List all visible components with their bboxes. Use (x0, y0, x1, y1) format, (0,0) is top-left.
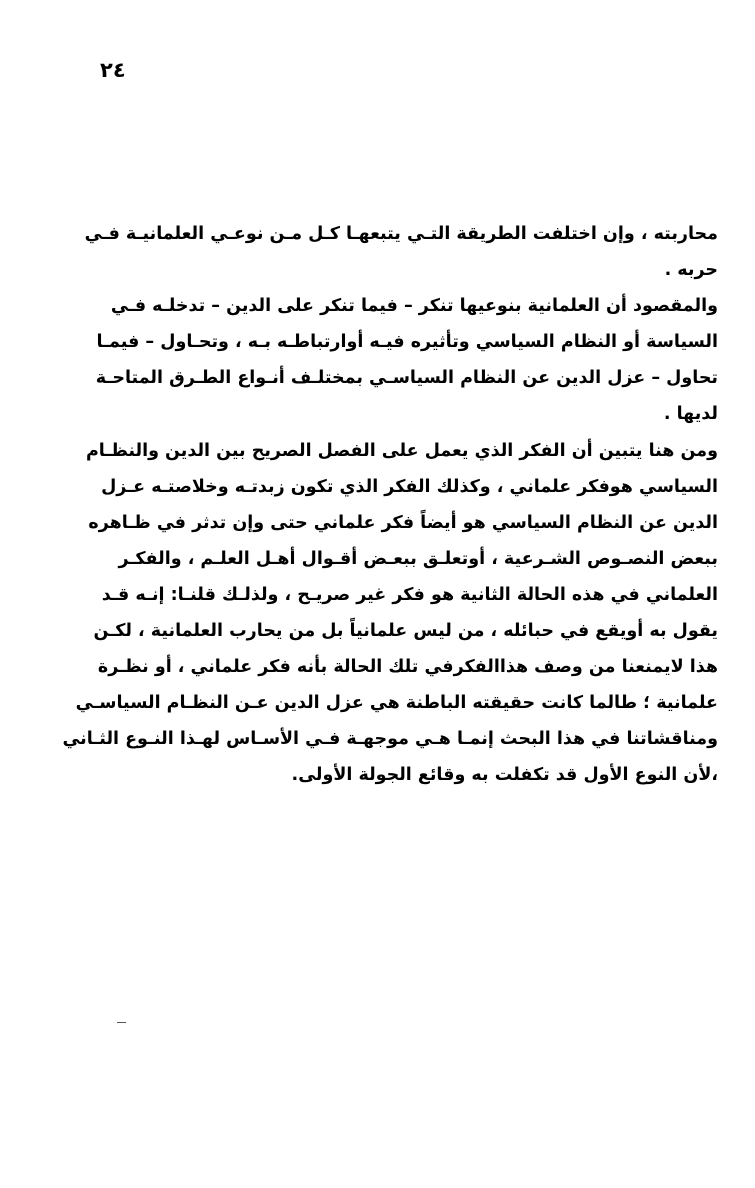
text-line: السياسي هوفكر علماني ، وكذلك الفكر الذي تكون زبدتـه وخلاصتـه عـزل (101, 476, 718, 497)
text-line: والمقصود أن العلمانية بنوعيها تنكر – فيما تنكر على الدين – تدخلـه فـي (110, 296, 718, 317)
page-number: ٢٤ (100, 58, 126, 82)
paragraph-3 (62, 433, 718, 794)
scan-mark (117, 1022, 126, 1023)
text-line: علمانية ؛ طالما كانت حقيقته الباطنة هي عزل الدين عـن النظـام السياسـي (75, 693, 718, 714)
text-line: ومن هنا يتبين أن الفكر الذي يعمل على الفصل الصريح بين الدين والنظـام (85, 440, 718, 461)
body-text (62, 216, 718, 794)
text-line: لديها . (663, 404, 718, 425)
paragraph-2 (95, 288, 718, 432)
text-line: هذا لايمنعنا من وصف هذاالفكرفي تلك الحالة بأنه فكر علماني ، أو نظـرة (97, 657, 718, 678)
text-line: ،لأن النوع الأول قد تكفلت به وقائع الجولة الأولى. (291, 765, 718, 786)
text-line: ومناقشاتنا في هذا البحث إنمـا هـي موجهـة فـي الأسـاس لهـذا النـوع الثـاني (62, 729, 718, 750)
text-line: تحاول – عزل الدين عن النظام السياسـي بمختلـف أنـواع الطـرق المتاحـة (95, 368, 718, 389)
text-line: حربه . (664, 260, 718, 281)
text-line: الدين عن النظام السياسي هو أيضاً فكر علماني حتى وإن تدثر في ظـاهره (88, 512, 718, 533)
text-line: يقول به أويقع في حبائله ، من ليس علمانياً بل من يحارب العلمانية ، لكـن (93, 621, 718, 642)
paragraph-1 (84, 216, 718, 288)
text-line: ببعض النصـوص الشـرعية ، أوتعلـق ببعـض أقـوال أهـل العلـم ، والفكـر (118, 548, 718, 569)
text-line: محاربته ، وإن اختلفت الطريقة التـي يتبعهـا كـل مـن نوعـي العلمانيـة فـي (84, 224, 718, 244)
text-line: السياسة أو النظام السياسي وتأثيره فيـه أوارتباطـه بـه ، وتحـاول – فيمـا (96, 332, 718, 353)
text-line: العلماني في هذه الحالة الثانية هو فكر غير صريـح ، ولذلـك قلنـا: إنـه قـد (101, 584, 718, 605)
